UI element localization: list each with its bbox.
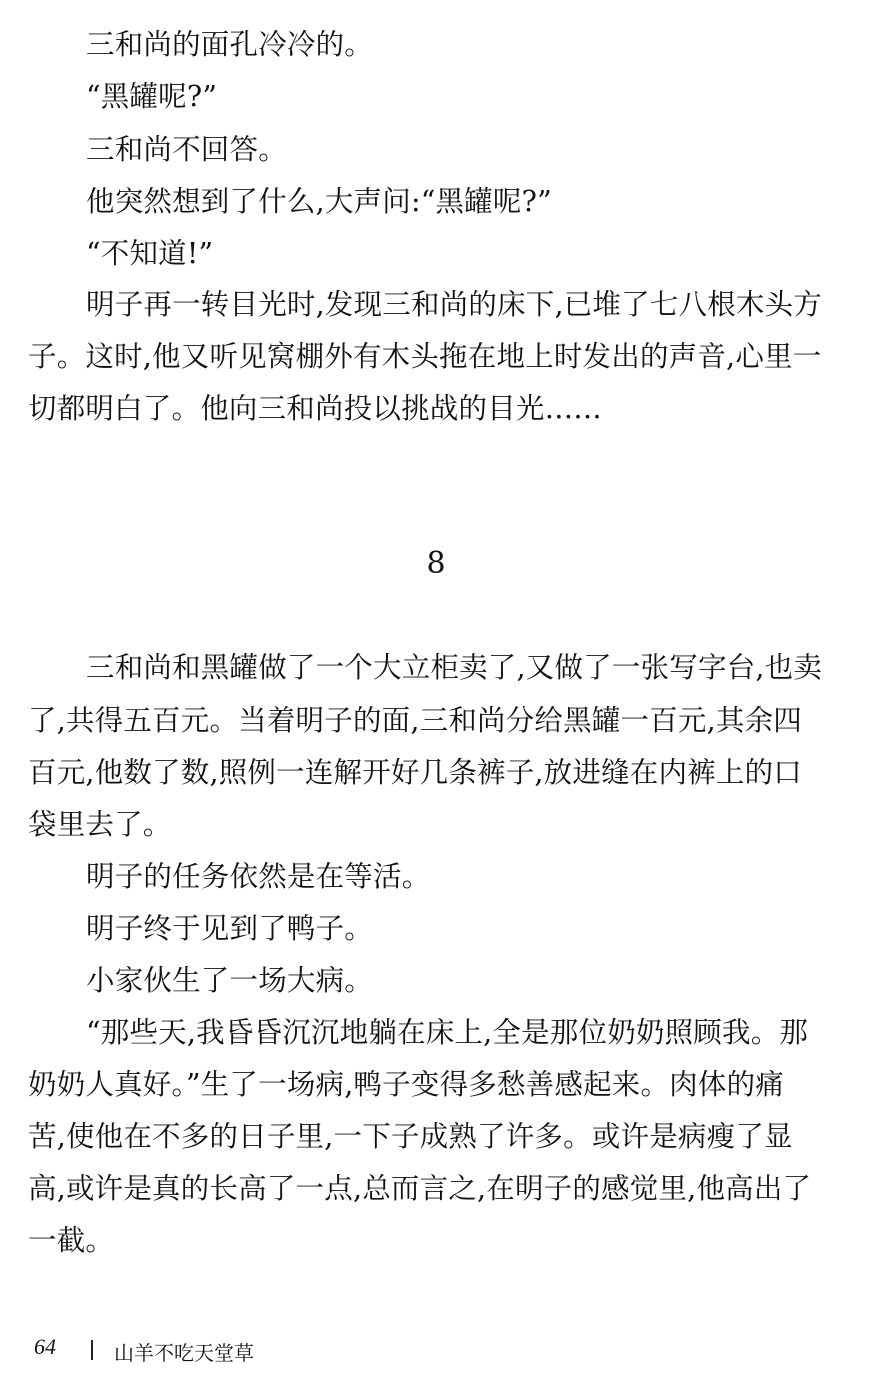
text-line: 三和尚和黑罐做了一个大立柜卖了,又做了一张写字台,也卖 [86,651,823,684]
text-line: 高,或许是真的长高了一点,总而言之,在明子的感觉里,他高出了 [28,1172,812,1205]
text-line: 子。这时,他又听见窝棚外有木头拖在地上时发出的声音,心里一 [28,340,822,373]
text-line: “黑罐呢?” [86,80,218,113]
text-line: 苦,使他在不多的日子里,一下子成熟了许多。或许是病瘦了显 [28,1120,793,1153]
text-line: 三和尚的面孔冷冷的。 [86,28,374,61]
text-line: 三和尚不回答。 [86,133,287,166]
text-line: 百元,他数了数,照例一连解开好几条裤子,放进缝在内裤上的口 [28,756,802,789]
text-line: 奶奶人真好。”生了一场病,鸭子变得多愁善感起来。肉体的痛 [28,1068,784,1101]
text-line: 明子终于见到了鸭子。 [86,912,374,945]
footer-divider [91,1340,93,1360]
text-line: 明子再一转目光时,发现三和尚的床下,已堆了七八根木头方 [86,288,823,321]
text-line: 小家伙生了一场大病。 [86,964,374,997]
text-line: 了,共得五百元。当着明子的面,三和尚分给黑罐一百元,其余四 [28,704,802,737]
page-number: 64 [34,1334,56,1359]
text-line: 切都明白了。他向三和尚投以挑战的目光…… [28,392,603,425]
text-line: 一截。 [28,1224,115,1257]
text-line: “不知道!” [86,237,214,270]
text-line: 明子的任务依然是在等活。 [86,860,431,893]
text-line: 他突然想到了什么,大声问:“黑罐呢?” [86,185,552,218]
book-title: 山羊不吃天堂草 [114,1341,254,1365]
chapter-number: 8 [426,546,446,581]
text-line: 袋里去了。 [28,808,172,841]
text-line: “那些天,我昏昏沉沉地躺在床上,全是那位奶奶照顾我。那 [86,1016,809,1049]
